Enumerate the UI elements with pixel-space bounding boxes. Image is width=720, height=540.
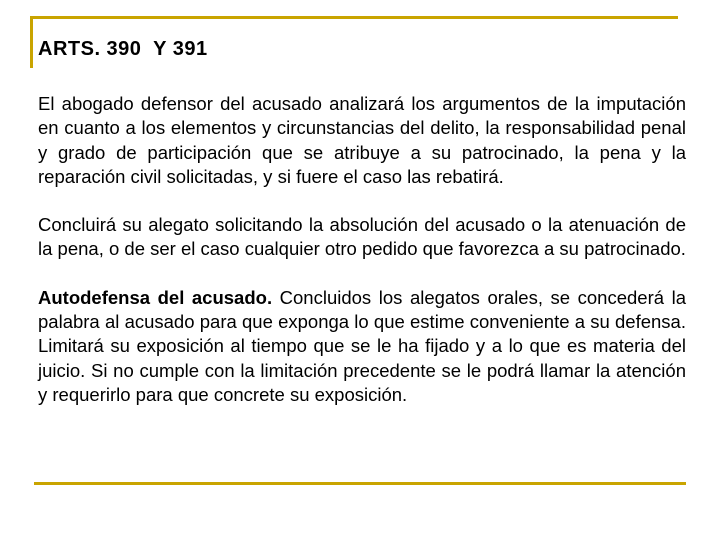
top-decorative-rule: [30, 16, 678, 19]
slide-title: ARTS. 390 Y 391: [38, 38, 208, 60]
paragraph-autodefensa: [38, 286, 686, 407]
bottom-decorative-rule: [34, 482, 686, 485]
slide-body: [38, 92, 686, 431]
autodefensa-heading: Autodefensa del acusado.: [38, 286, 273, 308]
autodefensa-body: Concluidos los alegatos orales, se concederá la palabra al acusado para que exponga lo que estime conveniente a su defensa. Limitará su exposición al tiempo que se le ha fijado y a lo que es materia del juicio. Si no cumple con la limitación precedente se le podrá llamar la atención y requerirlo para que concrete su exposición.: [38, 286, 686, 405]
paragraph-defensor: El abogado defensor del acusado analizará los argumentos de la imputación en cuanto a los elementos y circunstancias del delito, la responsabilidad penal y grado de participación que se atribuye a su patrocinado, la pena y la reparación civil solicitadas, y si fuere el caso las rebatirá.: [38, 93, 686, 187]
left-decorative-rule: [30, 16, 33, 68]
paragraph-conclusion: Concluirá su alegato solicitando la absolución del acusado o la atenuación de la pena, o de ser el caso cualquier otro pedido que favorezca a su patrocinado.: [38, 214, 686, 260]
